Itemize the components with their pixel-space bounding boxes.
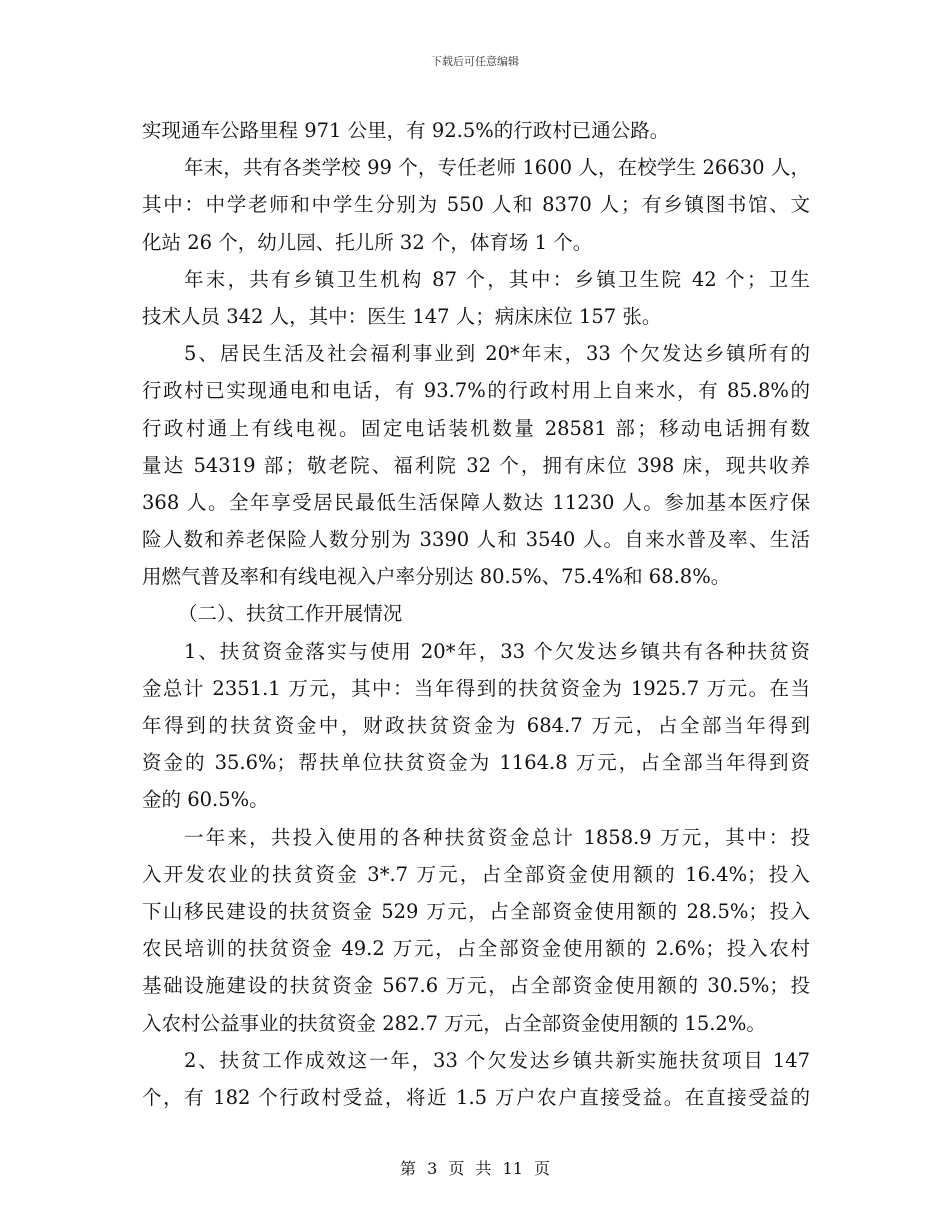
text-line: 年末，共有各类学校 99 个，专任老师 1600 人，在校学生 26630 人， [184,156,810,180]
text-line: 2、扶贫工作成效这一年，33 个欠发达乡镇共新实施扶贫项目 147 [184,1048,810,1072]
text-line: 一年来，共投入使用的各种扶贫资金总计 1858.9 万元，其中：投 [184,825,810,849]
text-line: 1、扶贫资金落实与使用 20*年，33 个欠发达乡镇共有各种扶贫资 [184,639,810,663]
text-line: 入开发农业的扶贫资金 3*.7 万元，占全部资金使用额的 16.4%；投入 [142,862,810,886]
text-line: 基础设施建设的扶贫资金 567.6 万元，占全部资金使用额的 30.5%；投 [142,974,810,998]
text-line: 量达 54319 部；敬老院、福利院 32 个，拥有床位 398 床，现共收养 [142,453,810,477]
text-line: 资金的 35.6%；帮扶单位扶贫资金为 1164.8 万元，占全部当年得到资 [142,751,810,775]
text-line: （二）、扶贫工作开展情况 [178,602,403,626]
text-line: 化站 26 个，幼儿园、托儿所 32 个，体育场 1 个。 [142,230,593,254]
page-header: 下载后可任意编辑 [431,55,519,68]
text-line: 农民培训的扶贫资金 49.2 万元，占全部资金使用额的 2.6%；投入农村 [142,937,810,961]
text-line: 个，有 182 个行政村受益，将近 1.5 万户农户直接受益。在直接受益的 [142,1085,810,1109]
text-line: 技术人员 342 人，其中：医生 147 人；病床床位 157 张。 [142,304,662,328]
text-line: 金的 60.5%。 [142,788,269,812]
text-line: 入农村公益事业的扶贫资金 282.7 万元，占全部资金使用额的 15.2%。 [142,1011,766,1035]
text-line: 368 人。全年享受居民最低生活保障人数达 11230 人。参加基本医疗保 [142,490,810,514]
text-line: 实现通车公路里程 971 公里，有 92.5%的行政村已通公路。 [142,119,670,142]
text-line: 险人数和养老保险人数分别为 3390 人和 3540 人。自来水普及率、生活 [142,528,810,552]
document-body [142,112,810,1116]
text-line: 其中：中学老师和中学生分别为 550 人和 8370 人；有乡镇图书馆、文 [142,193,810,217]
text-line: 用燃气普及率和有线电视入户率分别达 80.5%、75.4%和 68.8%。 [142,565,731,589]
text-line: 行政村已实现通电和电话，有 93.7%的行政村用上自来水，有 85.8%的 [142,379,810,403]
text-line: 下山移民建设的扶贫资金 529 万元，占全部资金使用额的 28.5%；投入 [142,899,810,923]
text-line: 5、居民生活及社会福利事业到 20*年末，33 个欠发达乡镇所有的 [184,342,810,366]
page-footer: 第 3 页 共 11 页 [400,1159,550,1178]
text-line: 年末，共有乡镇卫生机构 87 个，其中：乡镇卫生院 42 个；卫生 [184,267,810,291]
text-line: 年得到的扶贫资金中，财政扶贫资金为 684.7 万元，占全部当年得到 [142,714,810,737]
text-line: 行政村通上有线电视。固定电话装机数量 28581 部；移动电话拥有数 [142,416,810,440]
text-line: 金总计 2351.1 万元，其中：当年得到的扶贫资金为 1925.7 万元。在当 [142,676,810,700]
